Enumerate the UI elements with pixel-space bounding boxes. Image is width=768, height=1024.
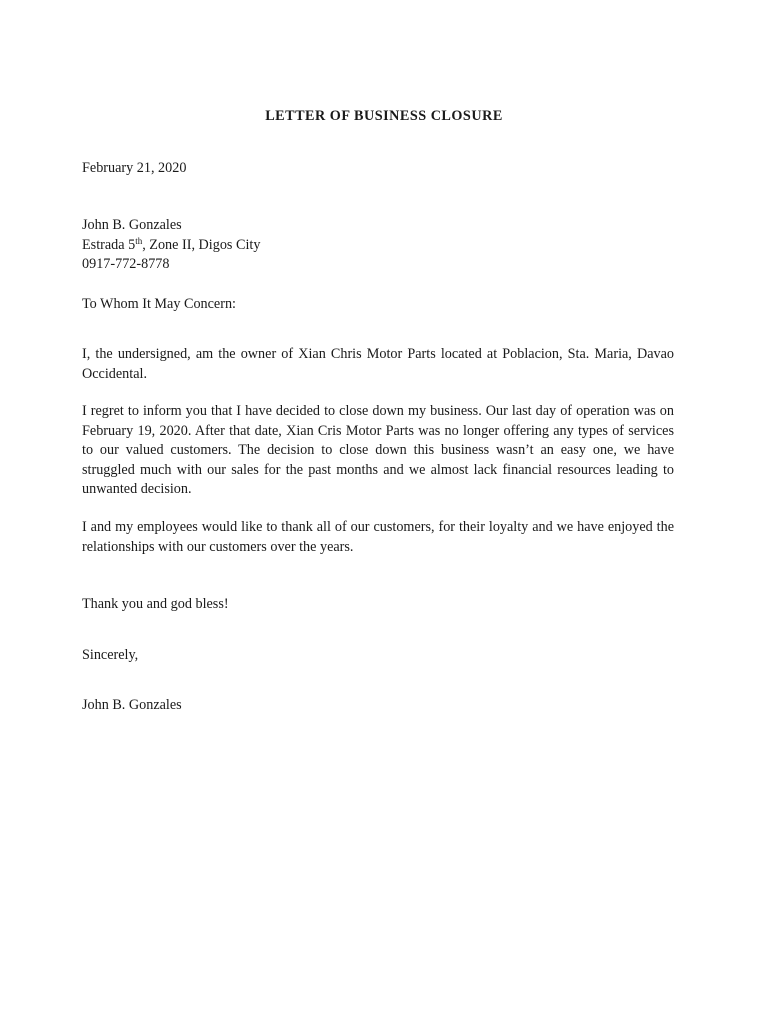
letter-title: LETTER OF BUSINESS CLOSURE: [265, 108, 503, 124]
letter-date: February 21, 2020: [82, 160, 187, 176]
sender-phone: 0917-772-8778: [82, 256, 170, 272]
body-paragraph-2: I regret to inform you that I have decided to close down my business. Our last day of operation was on February 19, 2020. After that date, Xian Cris Motor Parts was no longer offering any types of services to our valued customers. The decision to close down this business wasn’t an easy one, we have struggled much with our sales for the past months and we almost lack financial resources leading to unwanted decision.: [82, 403, 674, 497]
thanks-line: Thank you and god bless!: [82, 596, 229, 612]
sender-address-prefix: Estrada 5: [82, 236, 136, 253]
sender-address-superscript: th: [135, 235, 143, 246]
sender-address: [82, 236, 260, 256]
sender-address-suffix: , Zone II, Digos City: [142, 236, 261, 253]
body-paragraph-3: I and my employees would like to thank all of our customers, for their loyalty and we have enjoyed the relationships with our customers over the years.: [82, 519, 674, 555]
body-paragraph-1: I, the undersigned, am the owner of Xian Chris Motor Parts located at Poblacion, Sta. Maria, Davao Occidental.: [82, 346, 674, 382]
salutation: To Whom It May Concern:: [82, 296, 236, 312]
closing-line: Sincerely,: [82, 647, 139, 663]
signature-name: John B. Gonzales: [82, 697, 182, 713]
sender-block: [82, 216, 260, 275]
sender-name: John B. Gonzales: [82, 217, 182, 233]
